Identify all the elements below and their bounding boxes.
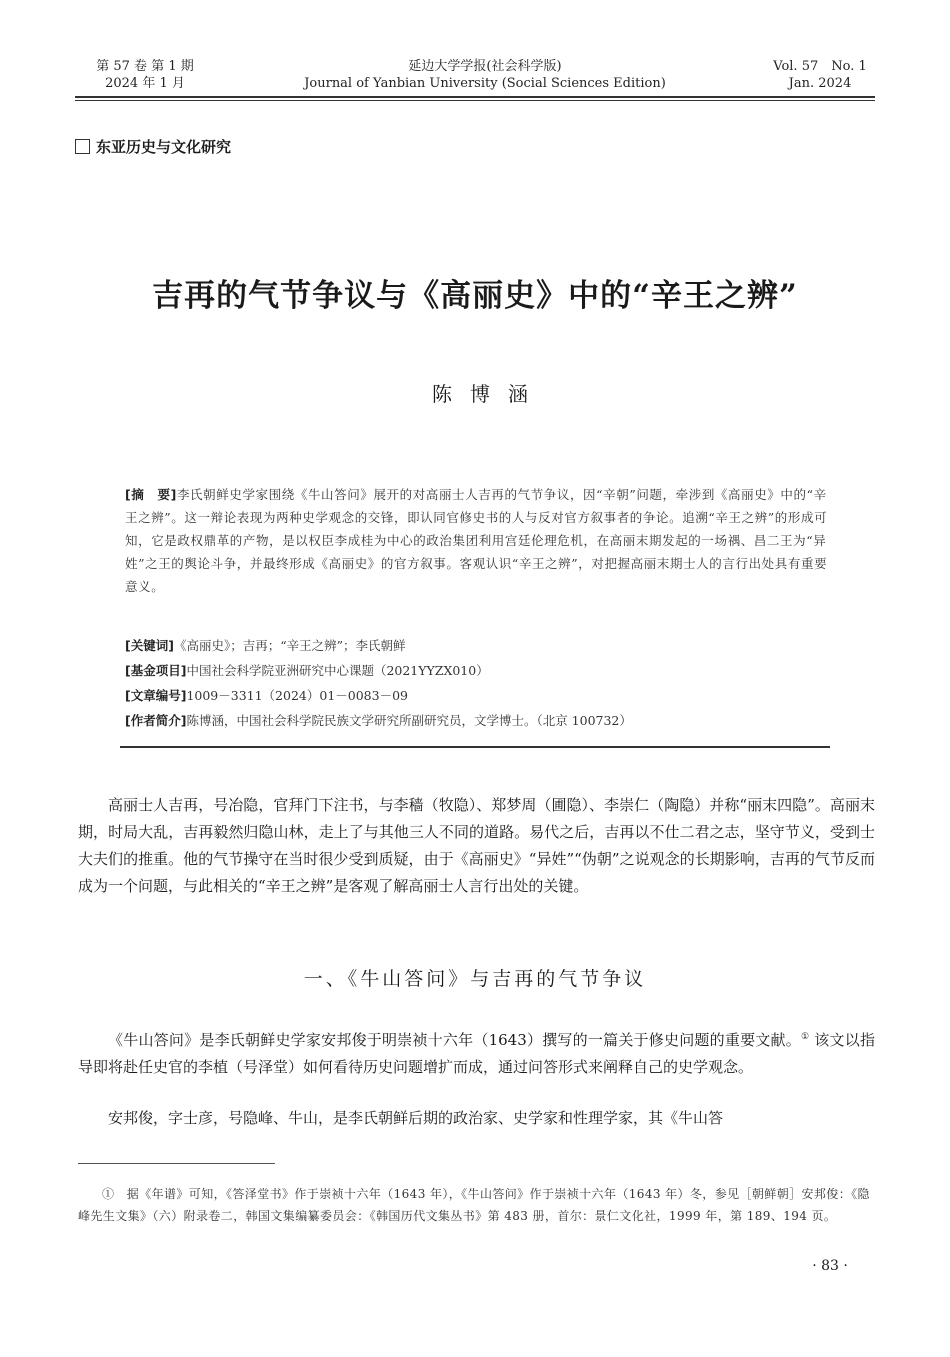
article-number <box>125 686 830 704</box>
volume-cn: 第 57 卷 第 1 期 <box>96 59 194 74</box>
section-label-text: 东亚历史与文化研究 <box>96 138 232 156</box>
abstract-rule <box>120 746 830 748</box>
paragraph-text-b: 该文以指导即将赴任史官的李植（号泽堂）如何看待历史问题增扩而成，通过问答形式来阐释自己的史学观念。 <box>78 1031 875 1076</box>
footnote: ① 据《年谱》可知，《答泽堂书》作于崇祯十六年（1643 年），《牛山答问》作于崇祯十六年（1643 年）冬，参见［朝鲜朝］安邦俊：《隐峰先生文集》（六）附录卷二，韩国文集编纂委员会：《韩国历代文集丛书》第 483 册，首尔：景仁文化社，1999 年，第 189、194 页。 <box>78 1187 870 1223</box>
paragraph-text <box>78 1024 875 1081</box>
header-rule-thick <box>75 96 875 98</box>
body-paragraph-1 <box>78 792 875 900</box>
article-number-text: 1009－3311（2024）01－0083－09 <box>186 688 408 703</box>
header-volume-cn <box>90 58 200 92</box>
date-en: Jan. 2024 <box>788 76 852 91</box>
square-icon <box>75 139 90 154</box>
fund-text: 中国社会科学院亚洲研究中心课题（2021YYZX010） <box>186 663 489 678</box>
header-journal <box>250 58 720 92</box>
abstract <box>125 483 830 598</box>
date-cn: 2024 年 1 月 <box>105 76 185 91</box>
abstract-text: 李氏朝鲜史学家围绕《牛山答问》展开的对高丽士人吉再的气节争议，因“辛朝”问题，牵涉到《高丽史》中的“辛王之辨”。这一辩论表现为两种史学观念的交锋，即认同官修史书的人与反对官方叙事者的争论。追溯“辛王之辨”的形成可知，它是政权鼎革的产物，是以权臣李成桂为中心的政治集团利用宫廷伦理危机，在高丽末期发起的一场禑、昌二王为“异姓”之王的舆论斗争，并最终形成《高丽史》的官方叙事。客观认识“辛王之辨”，对把握高丽末期士人的言行出处具有重要意义。 <box>125 487 828 594</box>
journal-name-en: Journal of Yanbian University (Social Sciences Edition) <box>304 76 666 91</box>
fund <box>125 661 830 679</box>
author-bio <box>125 711 830 729</box>
abstract-label: [摘 要] <box>125 487 177 502</box>
keywords-text: 《高丽史》；吉再；“辛王之辨”；李氏朝鲜 <box>173 638 406 653</box>
footnote-ref[interactable]: ① <box>801 1032 810 1042</box>
author-bio-label: [作者简介] <box>125 713 187 728</box>
article-title: 吉再的气节争议与《高丽史》中的“辛王之辨” <box>152 278 798 314</box>
volume-en: Vol. 57 No. 1 <box>773 59 867 74</box>
header-rule-thin <box>75 100 875 101</box>
section-label <box>75 136 231 157</box>
paragraph-text-a: 《牛山答问》是李氏朝鲜史学家安邦俊于明崇祯十六年（1643）撰写的一篇关于修史问题的重要文献。 <box>108 1031 801 1049</box>
paragraph-text: 安邦俊，字士彦，号隐峰、牛山，是李氏朝鲜后期的政治家、史学家和性理学家，其《牛山答 <box>108 1109 724 1127</box>
journal-name-cn: 延边大学学报(社会科学版) <box>408 59 562 74</box>
fund-label: [基金项目] <box>125 663 187 678</box>
keywords-label: [关键词] <box>125 638 174 653</box>
article-number-label: [文章编号] <box>125 688 187 703</box>
footnote-rule <box>78 1163 275 1164</box>
section-heading: 一、《牛山答问》与吉再的气节争议 <box>303 968 647 990</box>
keywords <box>125 636 830 654</box>
author-bio-text: 陈博涵，中国社会科学院民族文学研究所副研究员，文学博士。（北京 100732） <box>186 713 632 728</box>
body-paragraph-2 <box>78 1024 875 1081</box>
article-author: 陈博涵 <box>432 382 546 406</box>
paragraph-text: 高丽士人吉再，号冶隐，官拜门下注书，与李穑（牧隐）、郑梦周（圃隐）、李崇仁（陶隐）并称“丽末四隐”。高丽末期，时局大乱，吉再毅然归隐山林，走上了与其他三人不同的道路。易代之后，吉再以不仕二君之志，坚守节义，受到士大夫们的推重。他的气节操守在当时很少受到质疑，由于《高丽史》“异姓”“伪朝”之说观念的长期影响，吉再的气节反而成为一个问题，与此相关的“辛王之辨”是客观了解高丽士人言行出处的关键。 <box>78 796 875 895</box>
page-number: · 83 · <box>812 1258 848 1274</box>
header-volume-en <box>760 58 880 92</box>
body-paragraph-3 <box>78 1105 875 1132</box>
